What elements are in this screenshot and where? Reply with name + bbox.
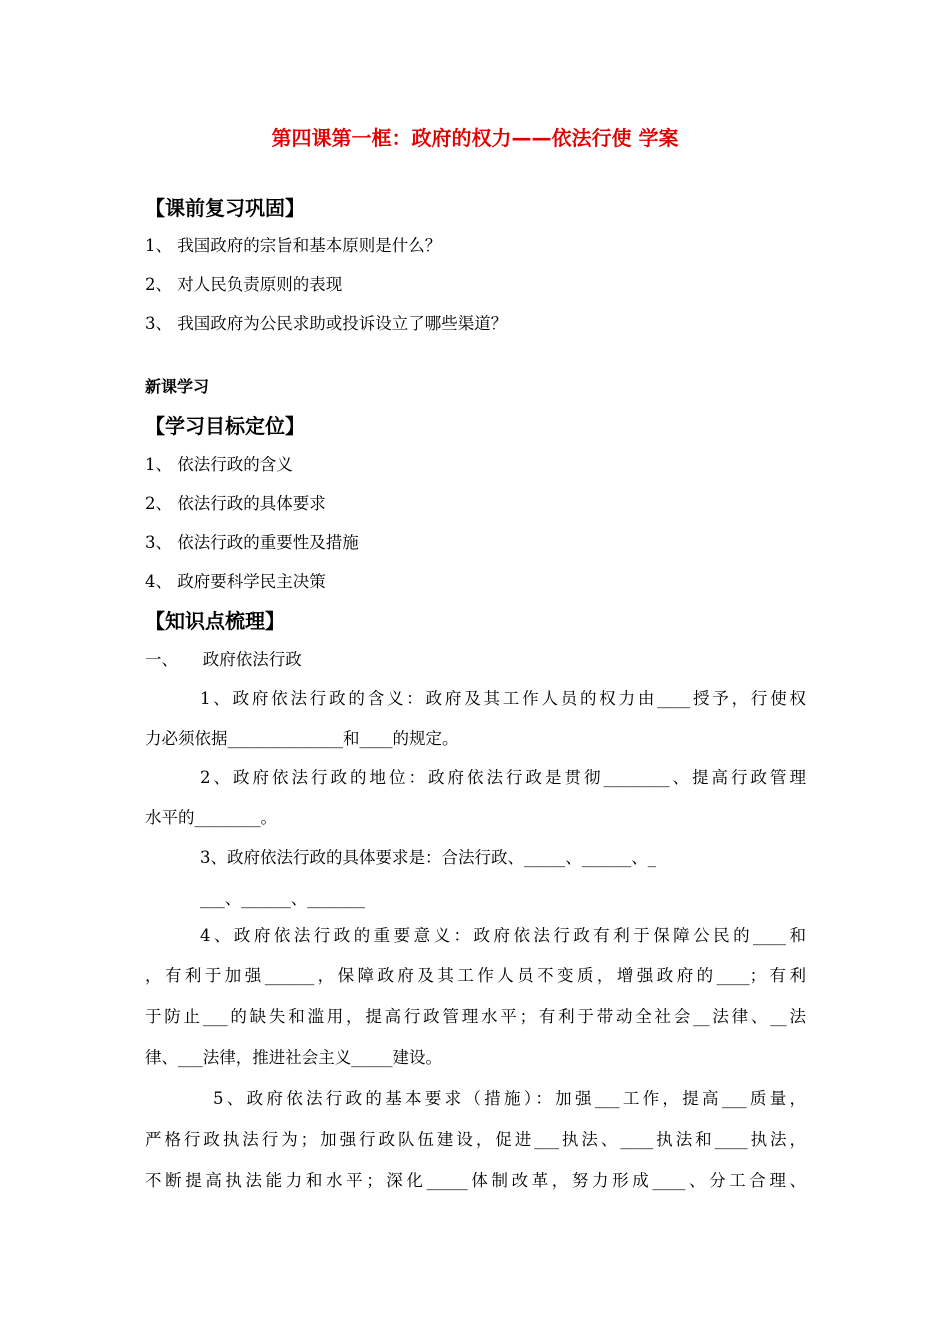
knowledge-heading: 【知识点梳理】 [145, 609, 285, 633]
paragraph-line: ，有利于加强______，保障政府及其工作人员不变质，增强政府的____；有利 [145, 966, 806, 985]
paragraph-line: 严格行政执法行为；加强行政队伍建设，促进___执法、____执法和____执法， [145, 1130, 806, 1149]
review-heading: 【课前复习巩固】 [145, 196, 305, 220]
review-item-3: 3、 我国政府为公民求助或投诉设立了哪些渠道？ [145, 314, 508, 333]
paragraph-line: 5、政府依法行政的基本要求（措施）：加强___工作，提高___质量， [213, 1089, 806, 1108]
paragraph-line: 于防止___的缺失和滥用，提高行政管理水平；有利于带动全社会__法律、__法 [145, 1007, 806, 1026]
goal-item-4: 4、 政府要科学民主决策 [145, 572, 326, 591]
paragraph-line: 4、政府依法行政的重要意义：政府依法行政有利于保障公民的____和 [200, 926, 806, 945]
paragraph-line: ___、______、_______ [200, 889, 365, 908]
goals-heading: 【学习目标定位】 [145, 414, 305, 438]
section-1-title: 一、 政府依法行政 [145, 650, 302, 669]
paragraph-line: 1、政府依法行政的含义：政府及其工作人员的权力由____授予，行使权 [200, 689, 806, 708]
paragraph-line: 律、___法律，推进社会主义_____建设。 [145, 1048, 442, 1067]
goal-item-1: 1、 依法行政的含义 [145, 455, 293, 474]
goal-item-2: 2、 依法行政的具体要求 [145, 494, 326, 513]
document-title: 第四课第一框：政府的权力——依法行使 学案 [271, 126, 679, 150]
review-item-2: 2、 对人民负责原则的表现 [145, 275, 343, 294]
paragraph-line: 不断提高执法能力和水平；深化_____体制改革，努力形成____、分工合理、 [145, 1171, 806, 1190]
goal-item-3: 3、 依法行政的重要性及措施 [145, 533, 359, 552]
review-item-1: 1、 我国政府的宗旨和基本原则是什么？ [145, 236, 442, 255]
paragraph-line: 2、政府依法行政的地位：政府依法行政是贯彻________、提高行政管理 [200, 768, 806, 787]
paragraph-line: 3、政府依法行政的具体要求是：合法行政、_____、______、_ [200, 848, 656, 867]
new-lesson-label: 新课学习 [145, 377, 210, 396]
paragraph-line: 力必须依据______________和____的规定。 [145, 729, 459, 748]
paragraph-line: 水平的________。 [145, 808, 277, 827]
